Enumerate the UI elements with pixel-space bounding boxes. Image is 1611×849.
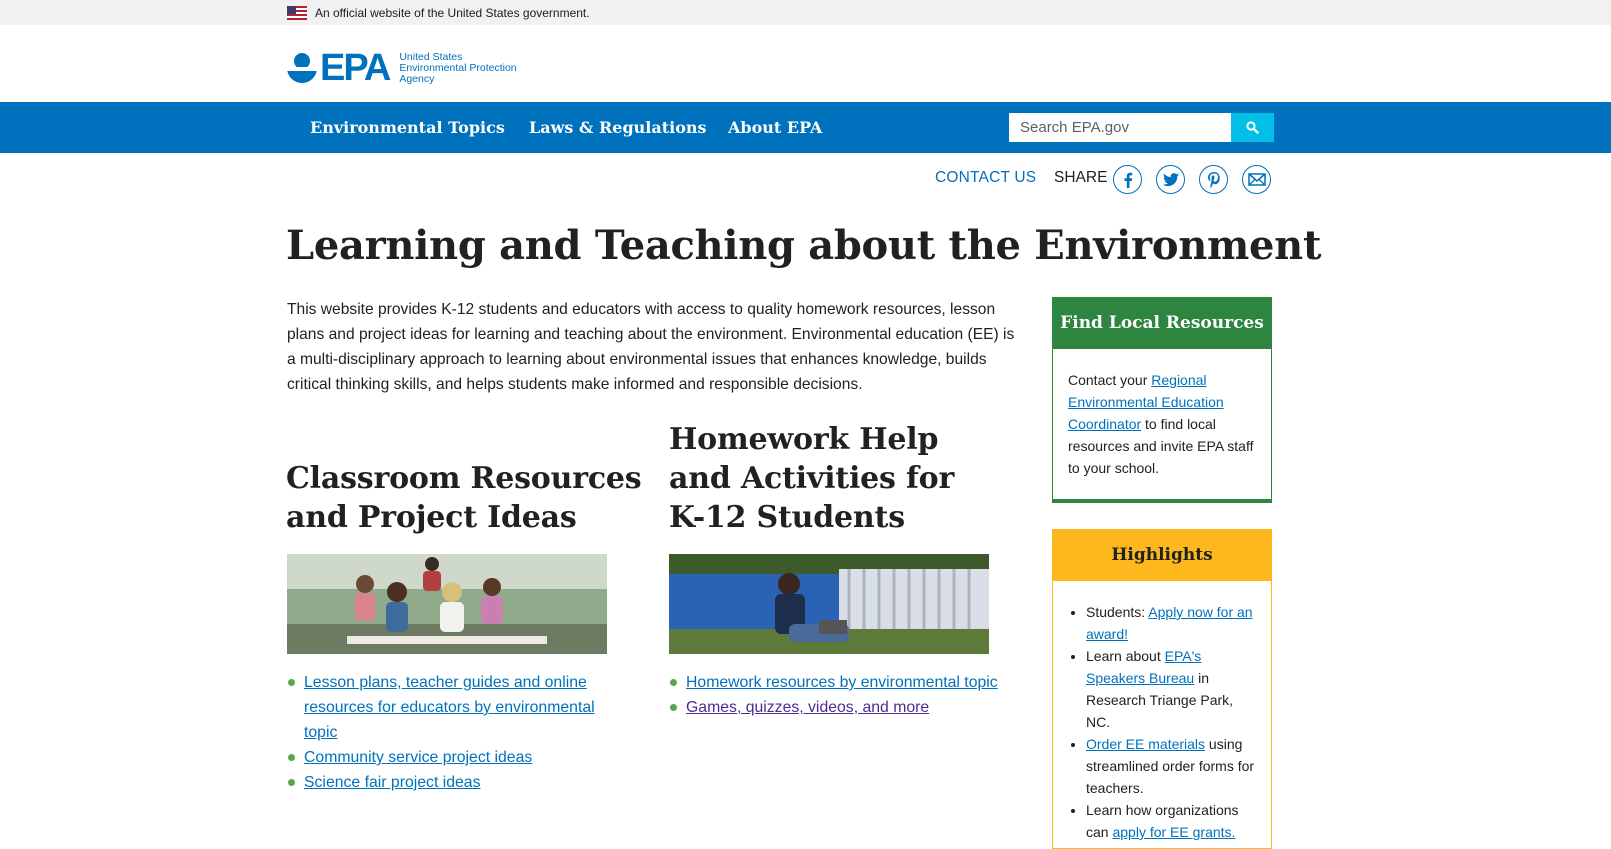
gov-banner <box>0 0 1611 25</box>
highlights-title: Highlights <box>1053 530 1271 581</box>
lesson-plans-link[interactable]: Lesson plans, teacher guides and online resources for educators by environmental topic <box>304 674 595 741</box>
pinterest-icon <box>1208 172 1220 188</box>
facebook-icon <box>1121 172 1135 188</box>
classroom-photo <box>287 554 607 654</box>
main-nav <box>0 102 1611 153</box>
list-item <box>287 670 607 745</box>
gov-banner-text: An official website of the United States government. <box>315 5 590 20</box>
search-input[interactable] <box>1009 113 1231 142</box>
nav-laws-regulations[interactable]: Laws & Regulations <box>529 118 707 137</box>
list-item: • Learn about EPA's Speakers Bureau in Research Triange Park, NC. <box>1086 645 1257 733</box>
ee-grants-link[interactable]: apply for EE grants. <box>1112 824 1236 840</box>
find-local-resources-title: Find Local Resources <box>1053 298 1271 349</box>
games-quizzes-link[interactable]: Games, quizzes, videos, and more <box>686 699 930 716</box>
student-laptop-image <box>669 554 989 654</box>
list-item: • Learn how organizations can apply for EE grants. <box>1086 799 1257 843</box>
epa-flower-icon <box>287 53 317 83</box>
us-flag-icon <box>287 6 307 20</box>
homework-heading: Homework Help and Activities for K-12 Students <box>669 422 955 535</box>
list-item <box>669 670 1029 695</box>
nav-environmental-topics[interactable]: Environmental Topics <box>310 118 505 137</box>
list-item <box>669 695 1029 720</box>
logo-wordmark: EPA <box>320 47 390 89</box>
highlights-box <box>1052 529 1272 849</box>
contact-us-link[interactable]: CONTACT US <box>935 169 1037 186</box>
facebook-share-button[interactable] <box>1113 165 1142 194</box>
page-title: Learning and Teaching about the Environment <box>286 222 1322 269</box>
children-reading-image <box>287 554 607 654</box>
classroom-links <box>287 670 607 795</box>
epa-logo[interactable] <box>287 49 517 87</box>
twitter-icon <box>1163 173 1179 187</box>
apply-award-link[interactable]: Apply now for an award! <box>1086 604 1253 642</box>
find-local-resources-box <box>1052 297 1272 503</box>
list-item <box>287 770 607 795</box>
site-header <box>0 25 1611 102</box>
list-item <box>287 745 607 770</box>
email-share-button[interactable] <box>1242 165 1271 194</box>
search-icon <box>1246 121 1259 134</box>
homework-links <box>669 670 1029 720</box>
regional-coordinator-link[interactable]: Regional Environmental Education Coordinator <box>1068 372 1224 432</box>
highlights-list <box>1053 601 1271 843</box>
classroom-heading: Classroom Resources and Project Ideas <box>286 461 642 535</box>
science-fair-link[interactable]: Science fair project ideas <box>304 774 481 791</box>
order-ee-materials-link[interactable]: Order EE materials <box>1086 736 1206 752</box>
find-local-resources-body: Contact your Regional Environmental Education Coordinator to find local resources and invite EPA staff to your school. <box>1068 372 1254 476</box>
intro-paragraph: This website provides K-12 students and educators with access to quality homework resources, lesson plans and project ideas for learning and teaching about the environment. Environmental education (EE) is a multi-disciplinary approach to learning about environmental issues that enhances knowledge, builds critical thinking skills, and helps students make informed and responsible decisions. <box>287 301 1015 393</box>
share-label: SHARE <box>1054 169 1108 186</box>
utility-bar <box>0 153 1611 203</box>
email-icon <box>1248 173 1266 186</box>
twitter-share-button[interactable] <box>1156 165 1185 194</box>
list-item: • Students: Apply now for an award! <box>1086 601 1257 645</box>
homework-resources-link[interactable]: Homework resources by environmental topic <box>686 674 998 691</box>
list-item: • Order EE materials using streamlined order forms for teachers. <box>1086 733 1257 799</box>
nav-about-epa[interactable]: About EPA <box>728 118 823 137</box>
speakers-bureau-link[interactable]: EPA's Speakers Bureau <box>1086 648 1202 686</box>
search-button[interactable] <box>1231 113 1274 142</box>
logo-agency-name: United States Environmental Protection Agency <box>399 50 517 85</box>
homework-photo <box>669 554 989 654</box>
search-form <box>1009 113 1274 142</box>
community-service-link[interactable]: Community service project ideas <box>304 749 533 766</box>
pinterest-share-button[interactable] <box>1199 165 1228 194</box>
